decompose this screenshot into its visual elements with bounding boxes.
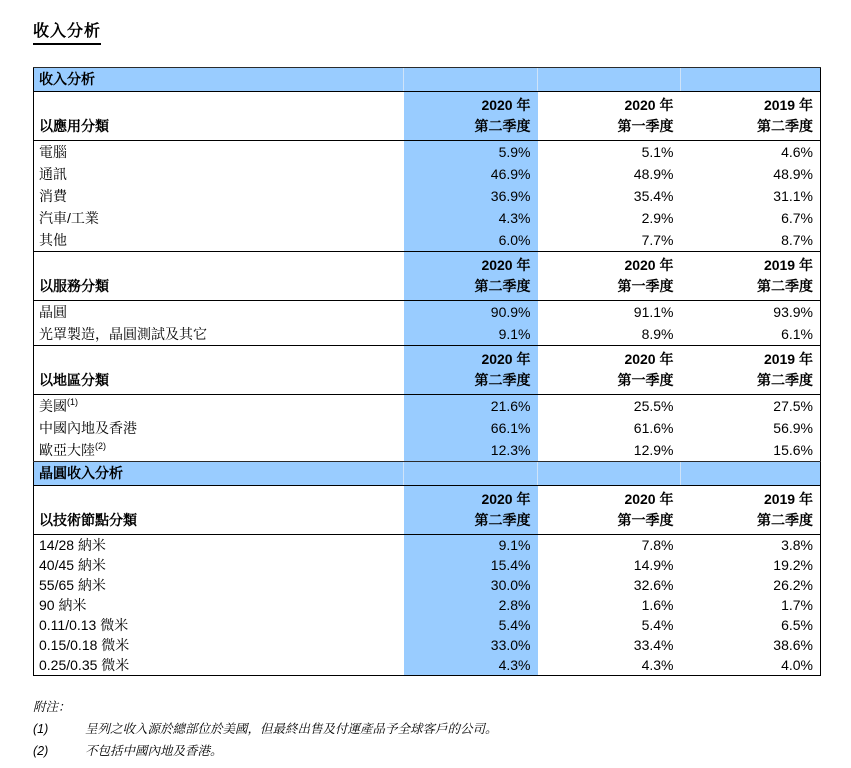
row-label: 40/45 納米 [39,557,106,573]
row-label: 歐亞大陸$^{(2)}$ [39,441,106,458]
column-header-q2-2020: 2020 年 第二季度 [404,252,538,301]
row-value: 4.0% [781,657,813,673]
row-value: 15.4% [404,555,538,575]
column-header-q2-2020: 2020 年 第二季度 [404,92,538,141]
row-value: 7.8% [641,537,674,553]
column-header-q1-2020: 2020 年 第一季度 [538,252,681,301]
header-row-technology-node [34,486,821,535]
section-revenue [34,68,821,462]
table-row [34,301,821,324]
row-value: 25.5% [633,398,674,414]
row-value: 1.7% [781,597,813,613]
table-row [34,615,821,635]
row-value: 91.1% [633,304,674,320]
table-row [34,417,821,439]
section-bar-title: 收入分析 [34,68,404,92]
row-value: 93.9% [773,304,813,320]
row-value: 5.4% [641,617,674,633]
column-header-q2-2019: 2019 年 第二季度 [681,346,821,395]
section-wafer-revenue [34,462,821,676]
row-value: 36.9% [404,185,538,207]
table-row [34,185,821,207]
row-value: 1.6% [641,597,674,613]
row-value: 48.9% [633,166,674,182]
row-value: 12.9% [633,442,674,458]
column-header-q1-2020: 2020 年 第一季度 [538,346,681,395]
row-value: 90.9% [404,301,538,324]
column-header-q2-2019: 2019 年 第二季度 [681,92,821,141]
footnote-marker: (2) [33,744,49,758]
row-value: 8.7% [781,232,813,248]
row-value: 26.2% [773,577,813,593]
row-value: 6.0% [404,229,538,252]
row-value: 4.3% [641,657,674,673]
row-value: 4.6% [781,144,813,160]
section-label: 以服務分類 [34,252,404,301]
row-value: 6.5% [781,617,813,633]
row-value: 33.4% [633,637,674,653]
row-value: 46.9% [404,163,538,185]
row-value: 27.5% [773,398,813,414]
row-value: 9.1% [404,323,538,346]
row-value: 8.9% [641,326,674,342]
row-value: 7.7% [641,232,674,248]
table-row [34,575,821,595]
column-header-q2-2019: 2019 年 第二季度 [681,486,821,535]
section-bar-title: 晶圓收入分析 [34,462,404,486]
row-label: 90 納米 [39,597,87,613]
section-label: 以地區分類 [34,346,404,395]
footnote-item [33,722,820,737]
header-row-service [34,252,821,301]
row-value: 33.0% [404,635,538,655]
row-value: 3.8% [781,537,813,553]
row-value: 38.6% [773,637,813,653]
table-row [34,141,821,164]
section-bar-revenue [34,68,821,92]
table-row [34,207,821,229]
row-value: 61.6% [633,420,674,436]
row-label: 美國$^{(1)}$ [39,397,78,414]
row-value: 32.6% [633,577,674,593]
row-value: 48.9% [773,166,813,182]
table-row [34,395,821,418]
table-row [34,163,821,185]
footnote-item [33,744,820,759]
column-header-q2-2019: 2019 年 第二季度 [681,252,821,301]
footnotes-heading: 附注： [33,700,71,714]
row-label: 0.11/0.13 微米 [39,617,129,633]
table-row [34,535,821,556]
column-header-q1-2020: 2020 年 第一季度 [538,92,681,141]
row-value: 15.6% [773,442,813,458]
row-value: 6.1% [781,326,813,342]
row-value: 5.1% [641,144,674,160]
section-label: 以應用分類 [34,92,404,141]
footnote-ref-2: (2) [95,441,106,451]
row-value: 2.9% [641,210,674,226]
row-label: 消費 [39,188,67,204]
table-row [34,555,821,575]
row-value: 66.1% [404,417,538,439]
table-row [34,323,821,346]
revenue-analysis-table [33,67,821,676]
column-header-q1-2020: 2020 年 第一季度 [538,486,681,535]
page-title: 收入分析 [33,18,101,45]
row-label: 電腦 [39,144,67,160]
row-value: 12.3% [404,439,538,462]
footnotes [33,700,820,759]
section-label: 以技術節點分類 [34,486,404,535]
row-value: 19.2% [773,557,813,573]
row-value: 21.6% [404,395,538,418]
row-value: 5.4% [404,615,538,635]
row-value: 56.9% [773,420,813,436]
row-value: 2.8% [404,595,538,615]
row-value: 4.3% [404,655,538,676]
footnote-marker: (1) [33,722,49,736]
table-row [34,439,821,462]
row-value: 35.4% [633,188,674,204]
row-value: 9.1% [404,535,538,556]
table-row [34,229,821,252]
row-label: 14/28 納米 [39,537,106,553]
row-label: 55/65 納米 [39,577,106,593]
section-bar-wafer-revenue [34,462,821,486]
row-value: 14.9% [633,557,674,573]
row-value: 5.9% [404,141,538,164]
header-row-region [34,346,821,395]
row-label: 光罩製造，晶圓測試及其它 [39,326,207,342]
table-row [34,635,821,655]
row-value: 31.1% [773,188,813,204]
row-label: 晶圓 [39,304,67,320]
column-header-q2-2020: 2020 年 第二季度 [404,486,538,535]
row-label: 0.25/0.35 微米 [39,657,130,673]
row-value: 4.3% [404,207,538,229]
row-label: 中國內地及香港 [39,420,137,436]
table-row [34,595,821,615]
table-row [34,655,821,676]
row-label: 汽車/工業 [39,210,99,226]
footnote-text: 呈列之收入源於總部位於美國，但最終出售及付運產品予全球客戶的公司。 [85,722,498,736]
column-header-q2-2020: 2020 年 第二季度 [404,346,538,395]
row-label: 其他 [39,232,67,248]
footnote-ref-1: (1) [67,397,78,407]
row-label: 通訊 [39,166,67,182]
row-label: 0.15/0.18 微米 [39,637,130,653]
row-value: 6.7% [781,210,813,226]
footnote-text: 不包括中國內地及香港。 [85,744,223,758]
row-value: 30.0% [404,575,538,595]
header-row-application [34,92,821,141]
